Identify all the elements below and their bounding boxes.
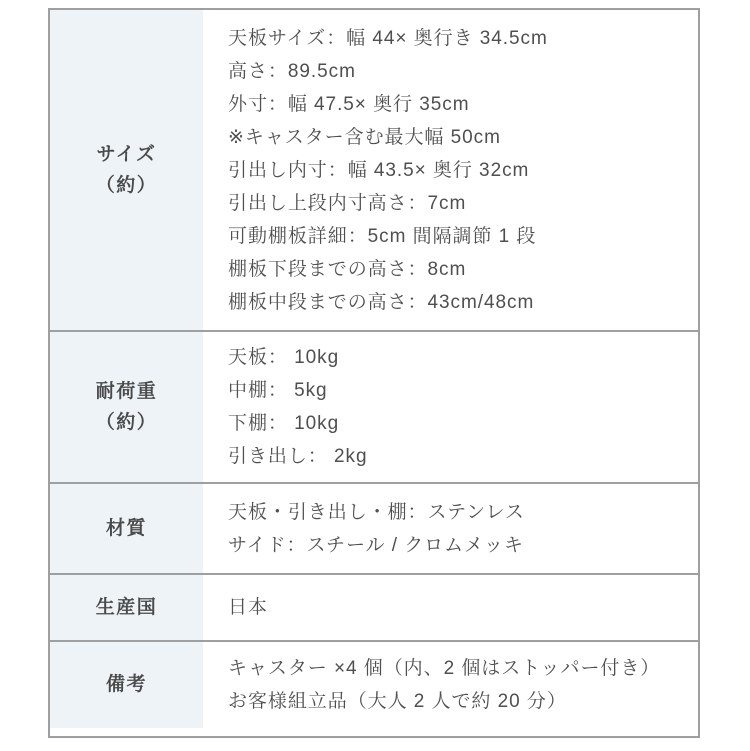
spec-row-size bbox=[50, 10, 698, 330]
header-line: 耐荷重 bbox=[95, 380, 158, 402]
spec-row-header-material bbox=[50, 484, 203, 573]
header-line: 備考 bbox=[105, 674, 148, 696]
spec-line: キャスター ×4 個（内、2 個はストッパー付き） bbox=[228, 658, 661, 679]
header-line: （約） bbox=[95, 412, 158, 433]
spec-row-header-remarks bbox=[50, 642, 203, 728]
spec-row-value-country bbox=[203, 575, 698, 640]
header-line: 生産国 bbox=[95, 596, 158, 618]
product-spec-table bbox=[48, 8, 700, 738]
spec-row-value-material bbox=[203, 484, 698, 573]
spec-line: 日本 bbox=[228, 597, 268, 618]
spec-row-header-country bbox=[50, 575, 203, 640]
spec-row-value-remarks bbox=[203, 642, 698, 728]
header-line: サイズ bbox=[96, 143, 157, 165]
header-line: （約） bbox=[95, 175, 158, 196]
spec-row-header-size bbox=[50, 10, 203, 330]
spec-line: 引出し上段内寸高さ：7cm bbox=[228, 192, 467, 214]
spec-line: 天板： 10kg bbox=[228, 347, 340, 368]
spec-line: 棚板中段までの高さ：43cm/48cm bbox=[228, 291, 535, 313]
spec-line: 高さ：89.5cm bbox=[228, 60, 356, 82]
spec-line: 天板サイズ：幅 44× 奥行き 34.5cm bbox=[228, 27, 548, 49]
spec-line: 下棚： 10kg bbox=[228, 413, 340, 434]
spec-row-country bbox=[50, 573, 698, 640]
spec-row-header-load-capacity bbox=[50, 332, 203, 482]
spec-line: 可動棚板詳細：5cm 間隔調節 1 段 bbox=[228, 225, 537, 247]
spec-line: 天板・引き出し・棚：ステンレス bbox=[228, 501, 525, 523]
spec-row-load-capacity bbox=[50, 330, 698, 482]
spec-line: 引き出し： 2kg bbox=[228, 446, 368, 467]
spec-row-material bbox=[50, 482, 698, 573]
spec-line: 引出し内寸：幅 43.5× 奥行 32cm bbox=[228, 159, 530, 181]
spec-line: 外寸：幅 47.5× 奥行 35cm bbox=[228, 93, 470, 115]
header-line: 材質 bbox=[105, 517, 148, 539]
spec-row-value-size bbox=[203, 10, 698, 330]
spec-line: サイド：スチール / クロムメッキ bbox=[228, 534, 524, 556]
spec-line: お客様組立品（大人 2 人で約 20 分） bbox=[228, 691, 567, 712]
spec-row-remarks bbox=[50, 640, 698, 728]
spec-row-value-load-capacity bbox=[203, 332, 698, 482]
spec-line: 棚板下段までの高さ：8cm bbox=[228, 258, 467, 280]
spec-line: 中棚： 5kg bbox=[228, 380, 328, 401]
spec-line: ※キャスター含む最大幅 50cm bbox=[228, 126, 501, 148]
